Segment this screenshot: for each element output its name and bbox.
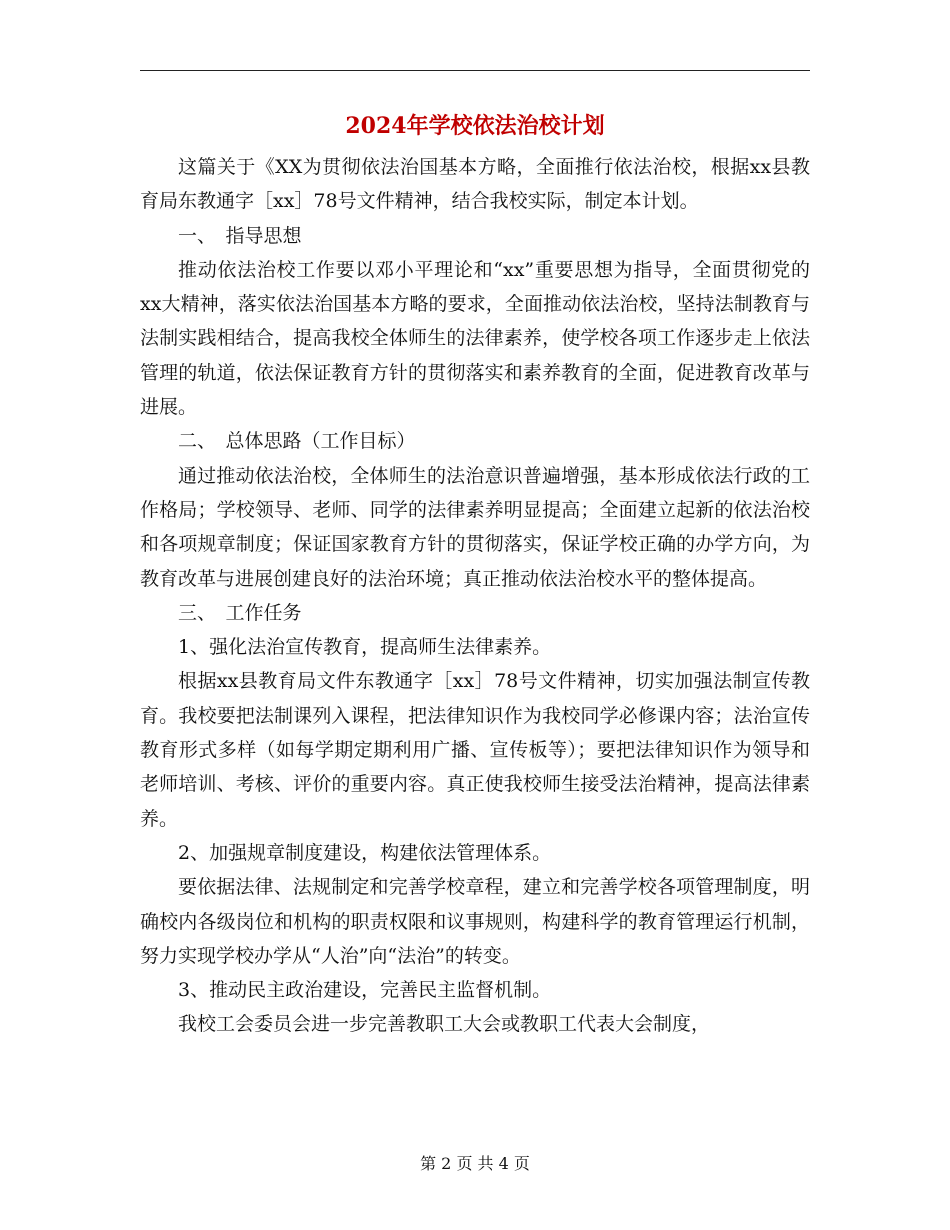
subheading-task-2: 2、加强规章制度建设，构建依法管理体系。: [178, 841, 552, 864]
document-title: 2024年学校依法治校计划: [345, 113, 605, 139]
paragraph-guiding-thought: 推动依法治校工作要以邓小平理论和“xx”重要思想为指导，全面贯彻党的xx大精神，落实依法治国基本方略的要求，全面推动依法治校，坚持法制教育与法制实践相结合，提高我校全体师生的法律素养，使学校各项工作逐步走上依法管理的轨道，依法保证教育方针的贯彻落实和素养教育的全面，促进教育改革与进展。: [140, 258, 810, 419]
paragraph-intro: 这篇关于《XX为贯彻依法治国基本方略，全面推行依法治校，根据xx县教育局东教通字［xx］78号文件精神，结合我校实际，制定本计划。: [140, 156, 810, 213]
paragraph-task-3: 我校工会委员会进一步完善教职工大会或教职工代表大会制度，: [178, 1013, 711, 1036]
heading-overall-approach: 二、 总体思路（工作目标）: [178, 430, 416, 453]
paragraph-task-1: 根据xx县教育局文件东教通字［xx］78号文件精神，切实加强法制宣传教育。我校要把法制课列入课程，把法律知识作为我校同学必修课内容；法治宣传教育形式多样（如每学期定期利用广播、宣传板等）；要把法律知识作为领导和老师培训、考核、评价的重要内容。真正使我校师生接受法治精神，提高法律素养。: [140, 670, 810, 830]
subheading-task-1: 1、强化法治宣传教育，提高师生法律素养。: [178, 636, 552, 659]
page-number-footer: 第 2 页 共 4 页: [420, 1154, 530, 1173]
header-rule: [140, 70, 810, 71]
paragraph-overall-approach: 通过推动依法治校，全体师生的法治意识普遍增强，基本形成依法行政的工作格局；学校领导、老师、同学的法律素养明显提高；全面建立起新的依法治校和各项规章制度；保证国家教育方针的贯彻落实，保证学校正确的办学方向，为教育改革与进展创建良好的法治环境；真正推动依法治校水平的整体提高。: [140, 464, 810, 590]
heading-work-tasks: 三、 工作任务: [178, 601, 302, 624]
document-body: [140, 150, 810, 1042]
paragraph-task-2: 要依据法律、法规制定和完善学校章程，建立和完善学校各项管理制度，明确校内各级岗位和机构的职责权限和议事规则，构建科学的教育管理运行机制，努力实现学校办学从“人治”向“法治”的转变。: [140, 876, 810, 967]
heading-guiding-thought: 一、 指导思想: [178, 224, 302, 247]
subheading-task-3: 3、推动民主政治建设，完善民主监督机制。: [178, 979, 552, 1002]
